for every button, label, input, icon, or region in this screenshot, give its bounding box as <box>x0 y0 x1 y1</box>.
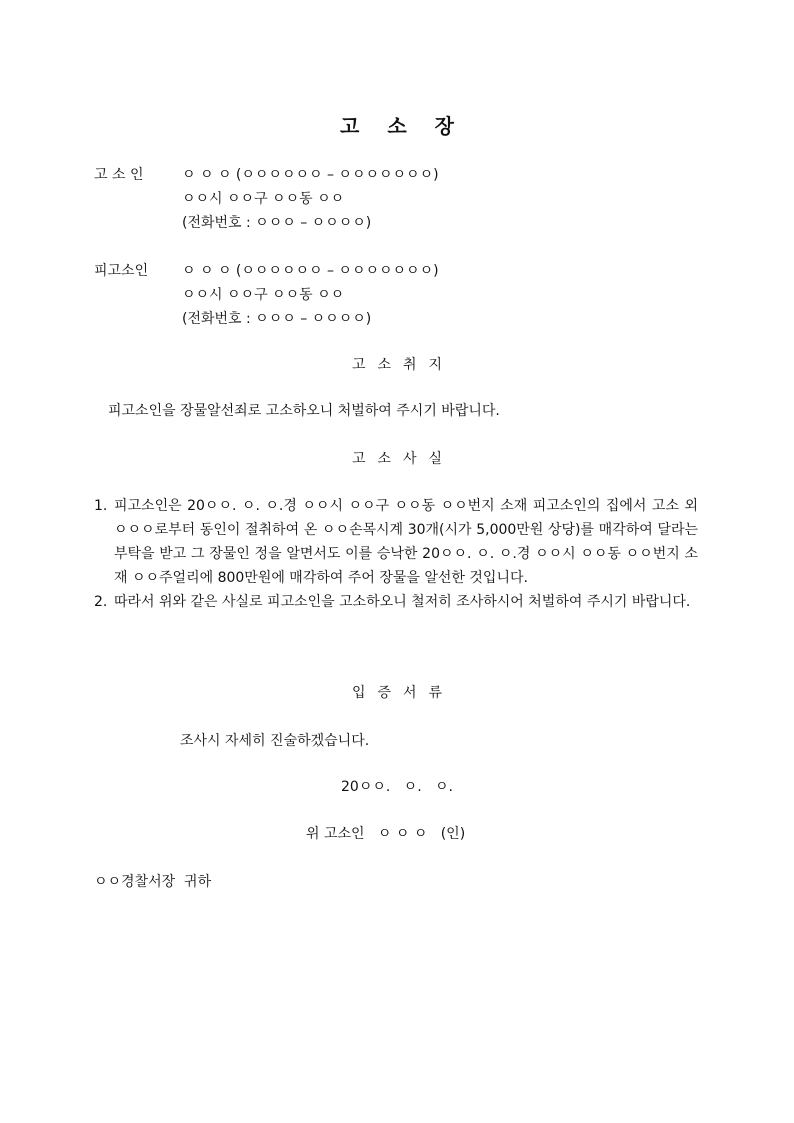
accused-phone: (전화번호 : ㅇㅇㅇ – ㅇㅇㅇㅇ) <box>182 311 372 327</box>
evidence-text: 조사시 자세히 진술하겠습니다. <box>180 733 370 749</box>
facts-list <box>94 494 698 614</box>
complainant-label: 고 소 인 <box>94 167 144 183</box>
purpose-heading: 고 소 취 지 <box>351 357 443 373</box>
signature-line: 위 고소인 ㅇ ㅇ ㅇ (인) <box>306 826 466 842</box>
facts-item: 1. 피고소인은 20ㅇㅇ. ㅇ. ㅇ.경 ㅇㅇ시 ㅇㅇ구 ㅇㅇ동 ㅇㅇ번지 소재 피고소인의 집에서 고소 외 ㅇㅇㅇ로부터 동인이 절취하여 온 ㅇㅇ손목시계 30개(시가 5,000만원 상당)를 매각하여 달라는 부탁을 받고 그 장물인 정을 알면서도 이를 승낙한 20ㅇㅇ. ㅇ. ㅇ.경 ㅇㅇ시 ㅇㅇ동 ㅇㅇ번지 소재 ㅇㅇ주얼리에 800만원에 매각하여 주어 장물을 알선한 것입니다. <box>94 498 698 586</box>
facts-heading: 고 소 사 실 <box>351 451 443 467</box>
complainant-phone: (전화번호 : ㅇㅇㅇ – ㅇㅇㅇㅇ) <box>182 215 372 231</box>
facts-item: 2. 따라서 위와 같은 사실로 피고소인을 고소하오니 철저히 조사하시어 처벌하여 주시기 바랍니다. <box>94 594 691 610</box>
complainant-address: ㅇㅇ시 ㅇㅇ구 ㅇㅇ동 ㅇㅇ <box>182 191 345 207</box>
purpose-text: 피고소인을 장물알선죄로 고소하오니 처벌하여 주시기 바랍니다. <box>108 403 500 419</box>
accused-address: ㅇㅇ시 ㅇㅇ구 ㅇㅇ동 ㅇㅇ <box>182 287 345 303</box>
document-date: 20ㅇㅇ. ㅇ. ㅇ. <box>341 779 453 795</box>
accused-label: 피고소인 <box>94 263 149 279</box>
complainant-name-id: ㅇ ㅇ ㅇ (ㅇㅇㅇㅇㅇㅇ – ㅇㅇㅇㅇㅇㅇㅇ) <box>182 167 439 183</box>
evidence-heading: 입 증 서 류 <box>351 685 443 701</box>
recipient: ㅇㅇ경찰서장 귀하 <box>94 874 212 890</box>
document-title: 고 소 장 <box>340 114 454 138</box>
accused-name-id: ㅇ ㅇ ㅇ (ㅇㅇㅇㅇㅇㅇ – ㅇㅇㅇㅇㅇㅇㅇ) <box>182 263 439 279</box>
